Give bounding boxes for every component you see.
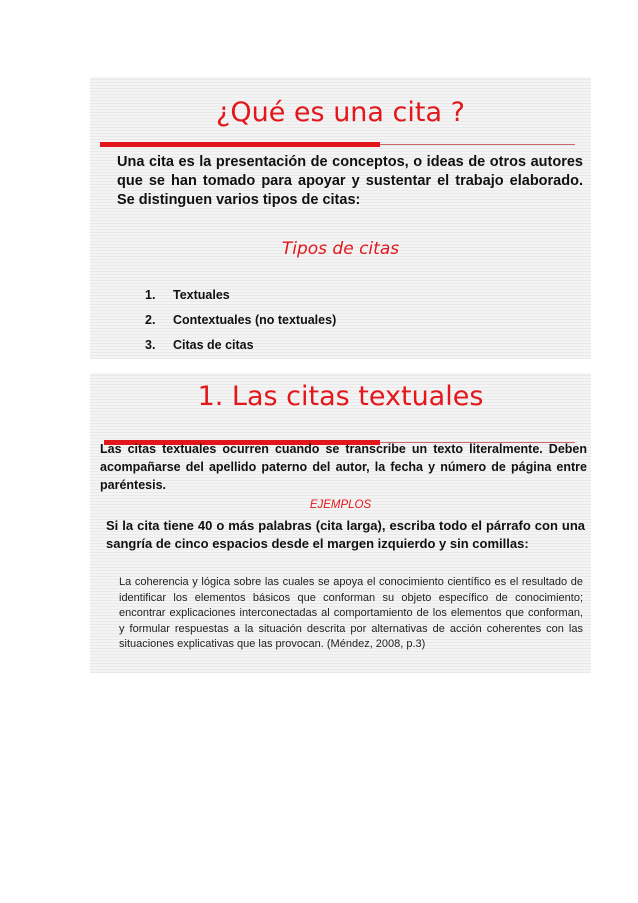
- definition-paragraph: Una cita es la presentación de conceptos, o ideas de otros autores que se han tomado para apoyar y sustentar el trabajo elaborado. Se distinguen varios tipos de citas:: [117, 154, 583, 208]
- list-item: 1. Textuales: [145, 288, 230, 302]
- citation-types-list: [145, 283, 336, 358]
- title-divider: [380, 144, 575, 145]
- slide-title: 1. Las citas textuales: [197, 381, 484, 412]
- list-item: 2. Contextuales (no textuales): [145, 313, 337, 327]
- definition-paragraph: Las citas textuales ocurren cuando se transcribe un texto literalmente. Deben acompañarse del apellido paterno del autor, la fecha y número de página entre paréntesis.: [100, 442, 587, 492]
- long-quote-rule: Si la cita tiene 40 o más palabras (cita larga), escriba todo el párrafo con una sangría de cinco espacios desde el margen izquierdo y sin comillas:: [106, 518, 585, 551]
- slide-que-es-una-cita: [90, 77, 591, 359]
- block-quote-example: La coherencia y lógica sobre las cuales se apoya el conocimiento científico es el resultado de identificar los elementos básicos que conforman su objeto específico de conocimiento; encontrar explicaciones interconectadas al comportamiento de los elementos que conforman, y formular respuestas a la situación descrita por alternativas de acción coherentes con las situaciones explicativas que las provocan. (Méndez, 2008, p.3): [119, 576, 583, 650]
- examples-label: EJEMPLOS: [309, 499, 372, 511]
- title-accent-bar: [100, 142, 380, 147]
- slide-title: ¿Qué es una cita ?: [216, 97, 465, 128]
- slide-citas-textuales: [90, 373, 591, 673]
- section-subtitle: Tipos de citas: [281, 239, 400, 259]
- list-item: 3. Citas de citas: [145, 338, 254, 352]
